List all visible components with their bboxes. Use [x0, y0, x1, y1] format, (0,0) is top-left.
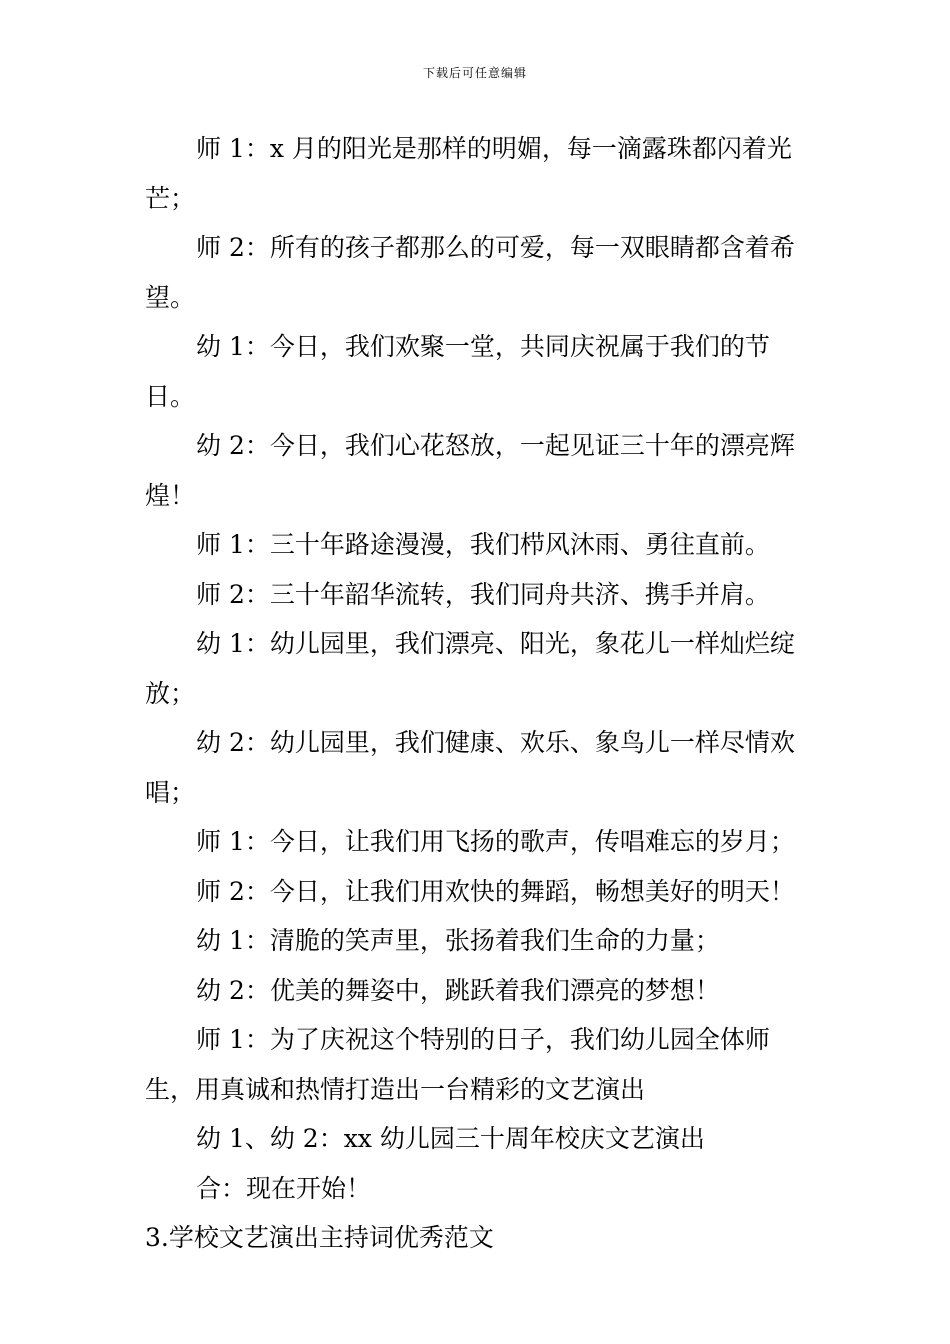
dialogue-line: 师 1：x 月的阳光是那样的明媚，每一滴露珠都闪着光芒；: [145, 134, 792, 213]
dialogue-line: 幼 1：幼儿园里，我们漂亮、阳光，象花儿一样灿烂绽放；: [145, 629, 795, 708]
dialogue-line: 幼 1：今日，我们欢聚一堂，共同庆祝属于我们的节日。: [145, 332, 770, 411]
dialogue-line: 幼 2：优美的舞姿中，跳跃着我们漂亮的梦想！: [196, 975, 720, 1005]
dialogue-line: 合：现在开始！: [196, 1173, 372, 1203]
dialogue-line: 师 2：所有的孩子都那么的可爱，每一双眼睛都含着希望。: [145, 233, 795, 312]
dialogue-line: 幼 1：清脆的笑声里，张扬着我们生命的力量；: [196, 926, 720, 955]
dialogue-line: 师 1：三十年路途漫漫，我们栉风沐雨、勇往直前。: [196, 530, 770, 559]
dialogue-line: 师 1：今日，让我们用飞扬的歌声，传唱难忘的岁月；: [196, 827, 795, 856]
dialogue-line: 师 2：今日，让我们用欢快的舞蹈，畅想美好的明天！: [196, 876, 795, 906]
dialogue-line: 师 2：三十年韶华流转，我们同舟共济、携手并肩。: [196, 579, 770, 609]
dialogue-line: 幼 2：今日，我们心花怒放，一起见证三十年的漂亮辉煌！: [145, 431, 795, 510]
dialogue-line: 师 1：为了庆祝这个特别的日子，我们幼儿园全体师生，用真诚和热情打造出一台精彩的文艺演出: [145, 1025, 770, 1104]
page-header-note: 下载后可任意编辑: [422, 66, 527, 80]
document-body: [145, 124, 815, 1263]
dialogue-line: 幼 2：幼儿园里，我们健康、欢乐、象鸟儿一样尽情欢唱；: [145, 728, 795, 807]
dialogue-line: 幼 1、幼 2：xx 幼儿园三十周年校庆文艺演出: [196, 1124, 705, 1153]
section-heading: 3.学校文艺演出主持词优秀范文: [145, 1223, 494, 1252]
